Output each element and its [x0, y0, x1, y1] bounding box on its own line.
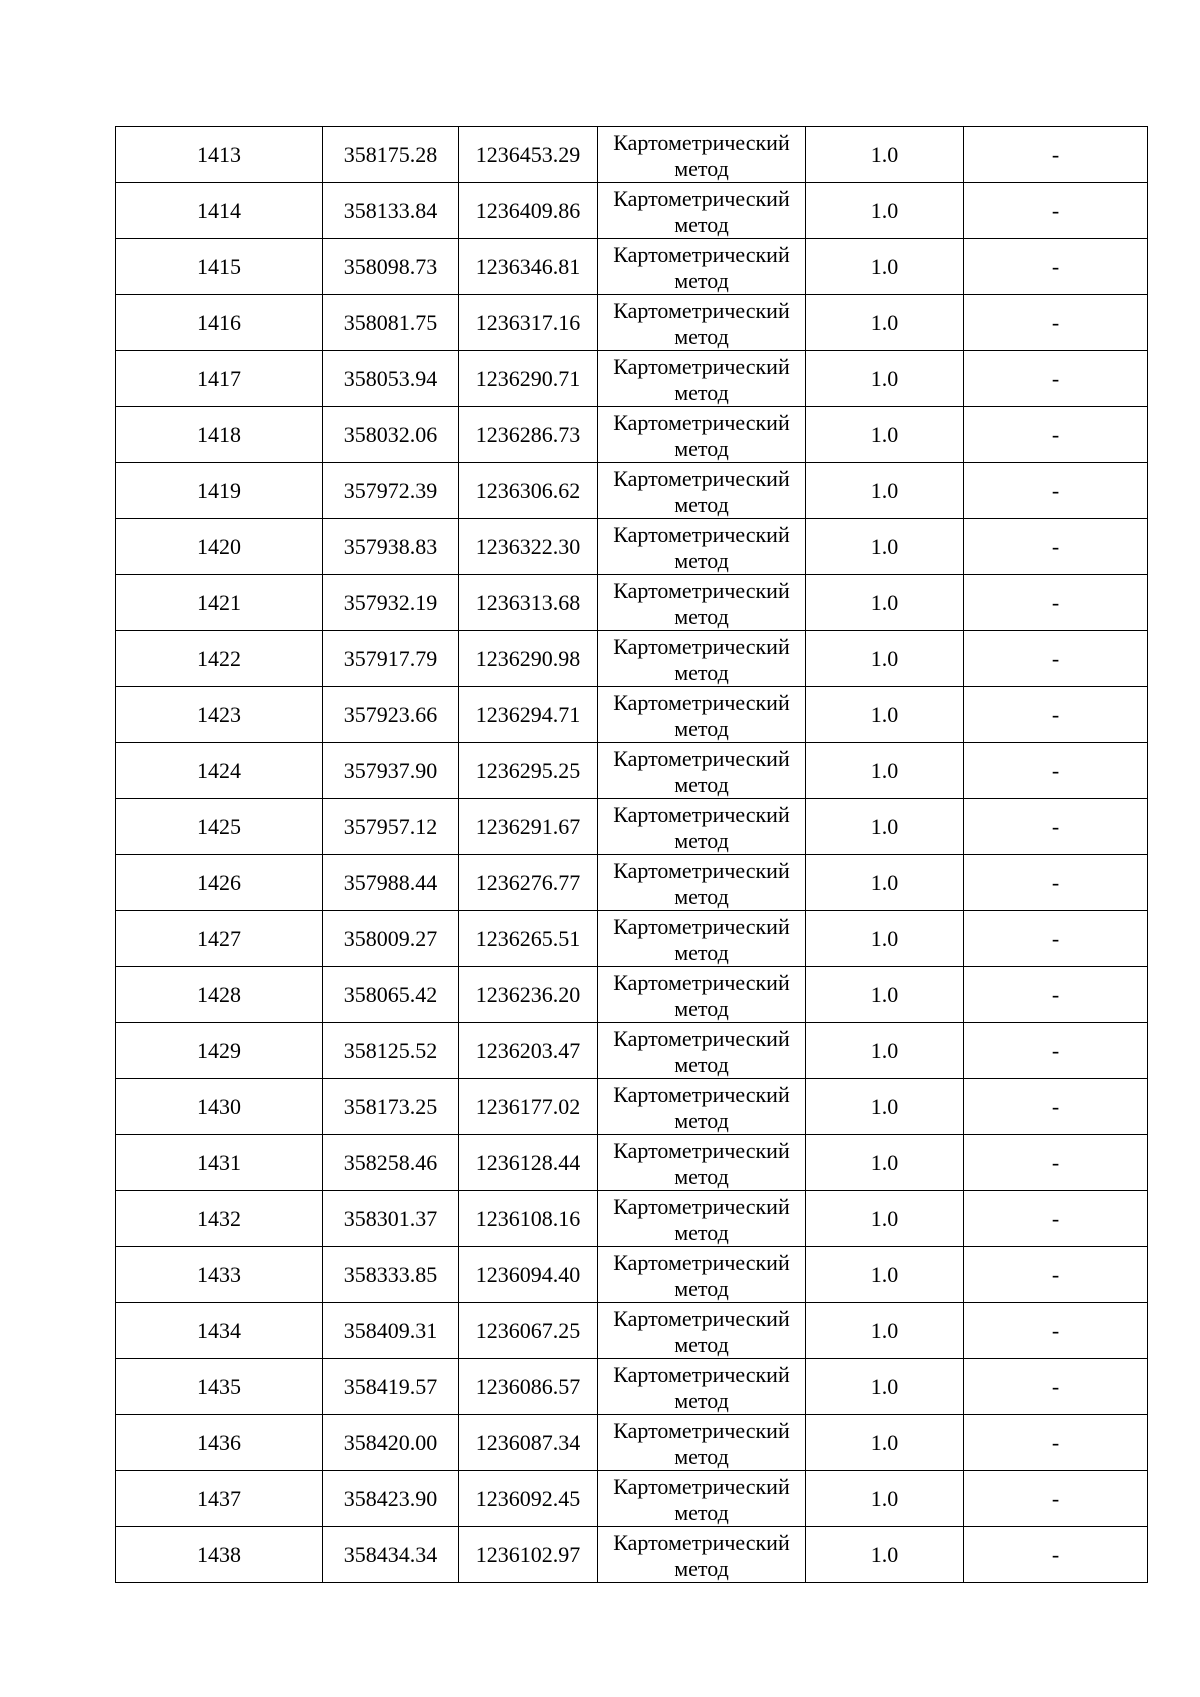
table-row	[116, 351, 1148, 407]
point-number-cell: 1433	[116, 1247, 323, 1303]
method-label-line1: Картометрический	[613, 633, 790, 659]
method-cell	[598, 575, 806, 631]
point-number-cell: 1423	[116, 687, 323, 743]
x-coordinate-cell: 358125.52	[323, 1023, 459, 1079]
accuracy-cell: 1.0	[806, 239, 964, 295]
method-label-line1: Картометрический	[613, 129, 790, 155]
method-cell	[598, 1247, 806, 1303]
note-cell: -	[964, 799, 1148, 855]
method-cell	[598, 1415, 806, 1471]
accuracy-cell: 1.0	[806, 1191, 964, 1247]
accuracy-cell: 1.0	[806, 1303, 964, 1359]
point-number-cell: 1421	[116, 575, 323, 631]
method-label-line2: метод	[674, 211, 729, 237]
point-number-cell: 1426	[116, 855, 323, 911]
x-coordinate-cell: 358175.28	[323, 127, 459, 183]
coordinates-table-body	[116, 127, 1148, 1583]
method-label-line2: метод	[674, 827, 729, 853]
method-label-line2: метод	[674, 547, 729, 573]
x-coordinate-cell: 358434.34	[323, 1527, 459, 1583]
method-label-line1: Картометрический	[613, 1249, 790, 1275]
accuracy-cell: 1.0	[806, 407, 964, 463]
point-number-cell: 1420	[116, 519, 323, 575]
note-cell: -	[964, 631, 1148, 687]
x-coordinate-cell: 358419.57	[323, 1359, 459, 1415]
note-cell: -	[964, 1359, 1148, 1415]
method-cell	[598, 239, 806, 295]
point-number-cell: 1429	[116, 1023, 323, 1079]
y-coordinate-cell: 1236317.16	[459, 295, 598, 351]
method-label-line1: Картометрический	[613, 1193, 790, 1219]
point-number-cell: 1431	[116, 1135, 323, 1191]
method-label-line2: метод	[674, 379, 729, 405]
method-label-line2: метод	[674, 1555, 729, 1581]
method-cell	[598, 295, 806, 351]
method-cell	[598, 1135, 806, 1191]
y-coordinate-cell: 1236313.68	[459, 575, 598, 631]
table-row	[116, 743, 1148, 799]
method-cell	[598, 1303, 806, 1359]
coordinates-table	[115, 126, 1148, 1583]
y-coordinate-cell: 1236286.73	[459, 407, 598, 463]
method-label-line2: метод	[674, 435, 729, 461]
y-coordinate-cell: 1236128.44	[459, 1135, 598, 1191]
method-label-line2: метод	[674, 995, 729, 1021]
y-coordinate-cell: 1236409.86	[459, 183, 598, 239]
method-label-line1: Картометрический	[613, 465, 790, 491]
method-label-line1: Картометрический	[613, 185, 790, 211]
method-label-line2: метод	[674, 1163, 729, 1189]
x-coordinate-cell: 358333.85	[323, 1247, 459, 1303]
point-number-cell: 1437	[116, 1471, 323, 1527]
accuracy-cell: 1.0	[806, 1359, 964, 1415]
y-coordinate-cell: 1236346.81	[459, 239, 598, 295]
table-row	[116, 1415, 1148, 1471]
method-cell	[598, 1527, 806, 1583]
method-label-line1: Картометрический	[613, 1417, 790, 1443]
accuracy-cell: 1.0	[806, 127, 964, 183]
y-coordinate-cell: 1236086.57	[459, 1359, 598, 1415]
method-cell	[598, 687, 806, 743]
method-cell	[598, 463, 806, 519]
table-row	[116, 1247, 1148, 1303]
y-coordinate-cell: 1236094.40	[459, 1247, 598, 1303]
method-cell	[598, 351, 806, 407]
table-row	[116, 127, 1148, 183]
accuracy-cell: 1.0	[806, 295, 964, 351]
x-coordinate-cell: 358133.84	[323, 183, 459, 239]
method-label-line2: метод	[674, 1107, 729, 1133]
method-cell	[598, 743, 806, 799]
table-row	[116, 1527, 1148, 1583]
accuracy-cell: 1.0	[806, 1079, 964, 1135]
table-row	[116, 1079, 1148, 1135]
note-cell: -	[964, 183, 1148, 239]
x-coordinate-cell: 358098.73	[323, 239, 459, 295]
accuracy-cell: 1.0	[806, 631, 964, 687]
accuracy-cell: 1.0	[806, 1415, 964, 1471]
method-cell	[598, 799, 806, 855]
accuracy-cell: 1.0	[806, 351, 964, 407]
method-label-line2: метод	[674, 603, 729, 629]
y-coordinate-cell: 1236265.51	[459, 911, 598, 967]
note-cell: -	[964, 1527, 1148, 1583]
x-coordinate-cell: 358423.90	[323, 1471, 459, 1527]
table-row	[116, 687, 1148, 743]
y-coordinate-cell: 1236102.97	[459, 1527, 598, 1583]
method-label-line2: метод	[674, 939, 729, 965]
method-label-line1: Картометрический	[613, 1361, 790, 1387]
point-number-cell: 1418	[116, 407, 323, 463]
method-label-line1: Картометрический	[613, 969, 790, 995]
y-coordinate-cell: 1236306.62	[459, 463, 598, 519]
point-number-cell: 1428	[116, 967, 323, 1023]
x-coordinate-cell: 357938.83	[323, 519, 459, 575]
accuracy-cell: 1.0	[806, 183, 964, 239]
method-cell	[598, 911, 806, 967]
accuracy-cell: 1.0	[806, 967, 964, 1023]
method-label-line1: Картометрический	[613, 1529, 790, 1555]
method-label-line1: Картометрический	[613, 353, 790, 379]
x-coordinate-cell: 358173.25	[323, 1079, 459, 1135]
x-coordinate-cell: 358065.42	[323, 967, 459, 1023]
note-cell: -	[964, 1471, 1148, 1527]
note-cell: -	[964, 127, 1148, 183]
x-coordinate-cell: 357917.79	[323, 631, 459, 687]
point-number-cell: 1424	[116, 743, 323, 799]
accuracy-cell: 1.0	[806, 743, 964, 799]
table-row	[116, 463, 1148, 519]
accuracy-cell: 1.0	[806, 855, 964, 911]
point-number-cell: 1425	[116, 799, 323, 855]
point-number-cell: 1413	[116, 127, 323, 183]
x-coordinate-cell: 357957.12	[323, 799, 459, 855]
note-cell: -	[964, 967, 1148, 1023]
method-cell	[598, 1359, 806, 1415]
note-cell: -	[964, 687, 1148, 743]
method-label-line2: метод	[674, 1331, 729, 1357]
note-cell: -	[964, 407, 1148, 463]
accuracy-cell: 1.0	[806, 1135, 964, 1191]
method-cell	[598, 407, 806, 463]
method-label-line2: метод	[674, 323, 729, 349]
method-cell	[598, 855, 806, 911]
point-number-cell: 1436	[116, 1415, 323, 1471]
method-label-line2: метод	[674, 1387, 729, 1413]
table-row	[116, 855, 1148, 911]
method-cell	[598, 967, 806, 1023]
table-row	[116, 183, 1148, 239]
y-coordinate-cell: 1236294.71	[459, 687, 598, 743]
y-coordinate-cell: 1236295.25	[459, 743, 598, 799]
method-label-line2: метод	[674, 883, 729, 909]
y-coordinate-cell: 1236290.98	[459, 631, 598, 687]
method-cell	[598, 1191, 806, 1247]
method-cell	[598, 1079, 806, 1135]
method-label-line1: Картометрический	[613, 409, 790, 435]
method-label-line2: метод	[674, 659, 729, 685]
note-cell: -	[964, 911, 1148, 967]
note-cell: -	[964, 1135, 1148, 1191]
note-cell: -	[964, 1079, 1148, 1135]
method-label-line1: Картометрический	[613, 801, 790, 827]
note-cell: -	[964, 1247, 1148, 1303]
accuracy-cell: 1.0	[806, 519, 964, 575]
x-coordinate-cell: 357923.66	[323, 687, 459, 743]
note-cell: -	[964, 295, 1148, 351]
x-coordinate-cell: 358081.75	[323, 295, 459, 351]
method-label-line1: Картометрический	[613, 521, 790, 547]
point-number-cell: 1435	[116, 1359, 323, 1415]
method-label-line2: метод	[674, 1443, 729, 1469]
y-coordinate-cell: 1236067.25	[459, 1303, 598, 1359]
method-label-line2: метод	[674, 267, 729, 293]
method-label-line2: метод	[674, 1499, 729, 1525]
x-coordinate-cell: 358032.06	[323, 407, 459, 463]
note-cell: -	[964, 575, 1148, 631]
table-row	[116, 1359, 1148, 1415]
x-coordinate-cell: 358258.46	[323, 1135, 459, 1191]
note-cell: -	[964, 855, 1148, 911]
method-label-line2: метод	[674, 1051, 729, 1077]
point-number-cell: 1434	[116, 1303, 323, 1359]
y-coordinate-cell: 1236092.45	[459, 1471, 598, 1527]
point-number-cell: 1432	[116, 1191, 323, 1247]
y-coordinate-cell: 1236087.34	[459, 1415, 598, 1471]
table-row	[116, 911, 1148, 967]
x-coordinate-cell: 358409.31	[323, 1303, 459, 1359]
method-cell	[598, 127, 806, 183]
table-row	[116, 295, 1148, 351]
accuracy-cell: 1.0	[806, 1527, 964, 1583]
method-cell	[598, 1471, 806, 1527]
y-coordinate-cell: 1236291.67	[459, 799, 598, 855]
table-row	[116, 519, 1148, 575]
table-row	[116, 967, 1148, 1023]
y-coordinate-cell: 1236322.30	[459, 519, 598, 575]
accuracy-cell: 1.0	[806, 1247, 964, 1303]
note-cell: -	[964, 1415, 1148, 1471]
x-coordinate-cell: 358301.37	[323, 1191, 459, 1247]
method-cell	[598, 1023, 806, 1079]
table-row	[116, 1191, 1148, 1247]
y-coordinate-cell: 1236236.20	[459, 967, 598, 1023]
x-coordinate-cell: 358009.27	[323, 911, 459, 967]
method-label-line2: метод	[674, 771, 729, 797]
table-row	[116, 239, 1148, 295]
point-number-cell: 1417	[116, 351, 323, 407]
point-number-cell: 1415	[116, 239, 323, 295]
method-label-line1: Картометрический	[613, 297, 790, 323]
table-row	[116, 631, 1148, 687]
accuracy-cell: 1.0	[806, 1471, 964, 1527]
method-label-line1: Картометрический	[613, 913, 790, 939]
accuracy-cell: 1.0	[806, 463, 964, 519]
y-coordinate-cell: 1236203.47	[459, 1023, 598, 1079]
x-coordinate-cell: 357932.19	[323, 575, 459, 631]
x-coordinate-cell: 358420.00	[323, 1415, 459, 1471]
y-coordinate-cell: 1236108.16	[459, 1191, 598, 1247]
point-number-cell: 1427	[116, 911, 323, 967]
note-cell: -	[964, 1191, 1148, 1247]
method-label-line2: метод	[674, 1219, 729, 1245]
point-number-cell: 1430	[116, 1079, 323, 1135]
table-row	[116, 1303, 1148, 1359]
method-label-line1: Картометрический	[613, 689, 790, 715]
note-cell: -	[964, 351, 1148, 407]
accuracy-cell: 1.0	[806, 687, 964, 743]
y-coordinate-cell: 1236290.71	[459, 351, 598, 407]
point-number-cell: 1414	[116, 183, 323, 239]
note-cell: -	[964, 743, 1148, 799]
table-row	[116, 1023, 1148, 1079]
table-row	[116, 1471, 1148, 1527]
point-number-cell: 1416	[116, 295, 323, 351]
note-cell: -	[964, 519, 1148, 575]
table-row	[116, 575, 1148, 631]
x-coordinate-cell: 357972.39	[323, 463, 459, 519]
method-label-line1: Картометрический	[613, 241, 790, 267]
point-number-cell: 1422	[116, 631, 323, 687]
x-coordinate-cell: 357988.44	[323, 855, 459, 911]
y-coordinate-cell: 1236177.02	[459, 1079, 598, 1135]
table-row	[116, 407, 1148, 463]
note-cell: -	[964, 463, 1148, 519]
method-label-line1: Картометрический	[613, 577, 790, 603]
note-cell: -	[964, 1303, 1148, 1359]
accuracy-cell: 1.0	[806, 799, 964, 855]
method-label-line2: метод	[674, 1275, 729, 1301]
method-label-line2: метод	[674, 715, 729, 741]
point-number-cell: 1438	[116, 1527, 323, 1583]
method-label-line2: метод	[674, 155, 729, 181]
y-coordinate-cell: 1236276.77	[459, 855, 598, 911]
method-label-line1: Картометрический	[613, 1473, 790, 1499]
table-row	[116, 799, 1148, 855]
accuracy-cell: 1.0	[806, 911, 964, 967]
method-label-line1: Картометрический	[613, 1305, 790, 1331]
method-label-line1: Картометрический	[613, 745, 790, 771]
method-label-line1: Картометрический	[613, 1025, 790, 1051]
method-label-line1: Картометрический	[613, 857, 790, 883]
accuracy-cell: 1.0	[806, 1023, 964, 1079]
method-label-line2: метод	[674, 491, 729, 517]
method-cell	[598, 631, 806, 687]
note-cell: -	[964, 239, 1148, 295]
point-number-cell: 1419	[116, 463, 323, 519]
accuracy-cell: 1.0	[806, 575, 964, 631]
y-coordinate-cell: 1236453.29	[459, 127, 598, 183]
method-cell	[598, 519, 806, 575]
method-label-line1: Картометрический	[613, 1081, 790, 1107]
x-coordinate-cell: 357937.90	[323, 743, 459, 799]
method-label-line1: Картометрический	[613, 1137, 790, 1163]
x-coordinate-cell: 358053.94	[323, 351, 459, 407]
note-cell: -	[964, 1023, 1148, 1079]
method-cell	[598, 183, 806, 239]
table-row	[116, 1135, 1148, 1191]
